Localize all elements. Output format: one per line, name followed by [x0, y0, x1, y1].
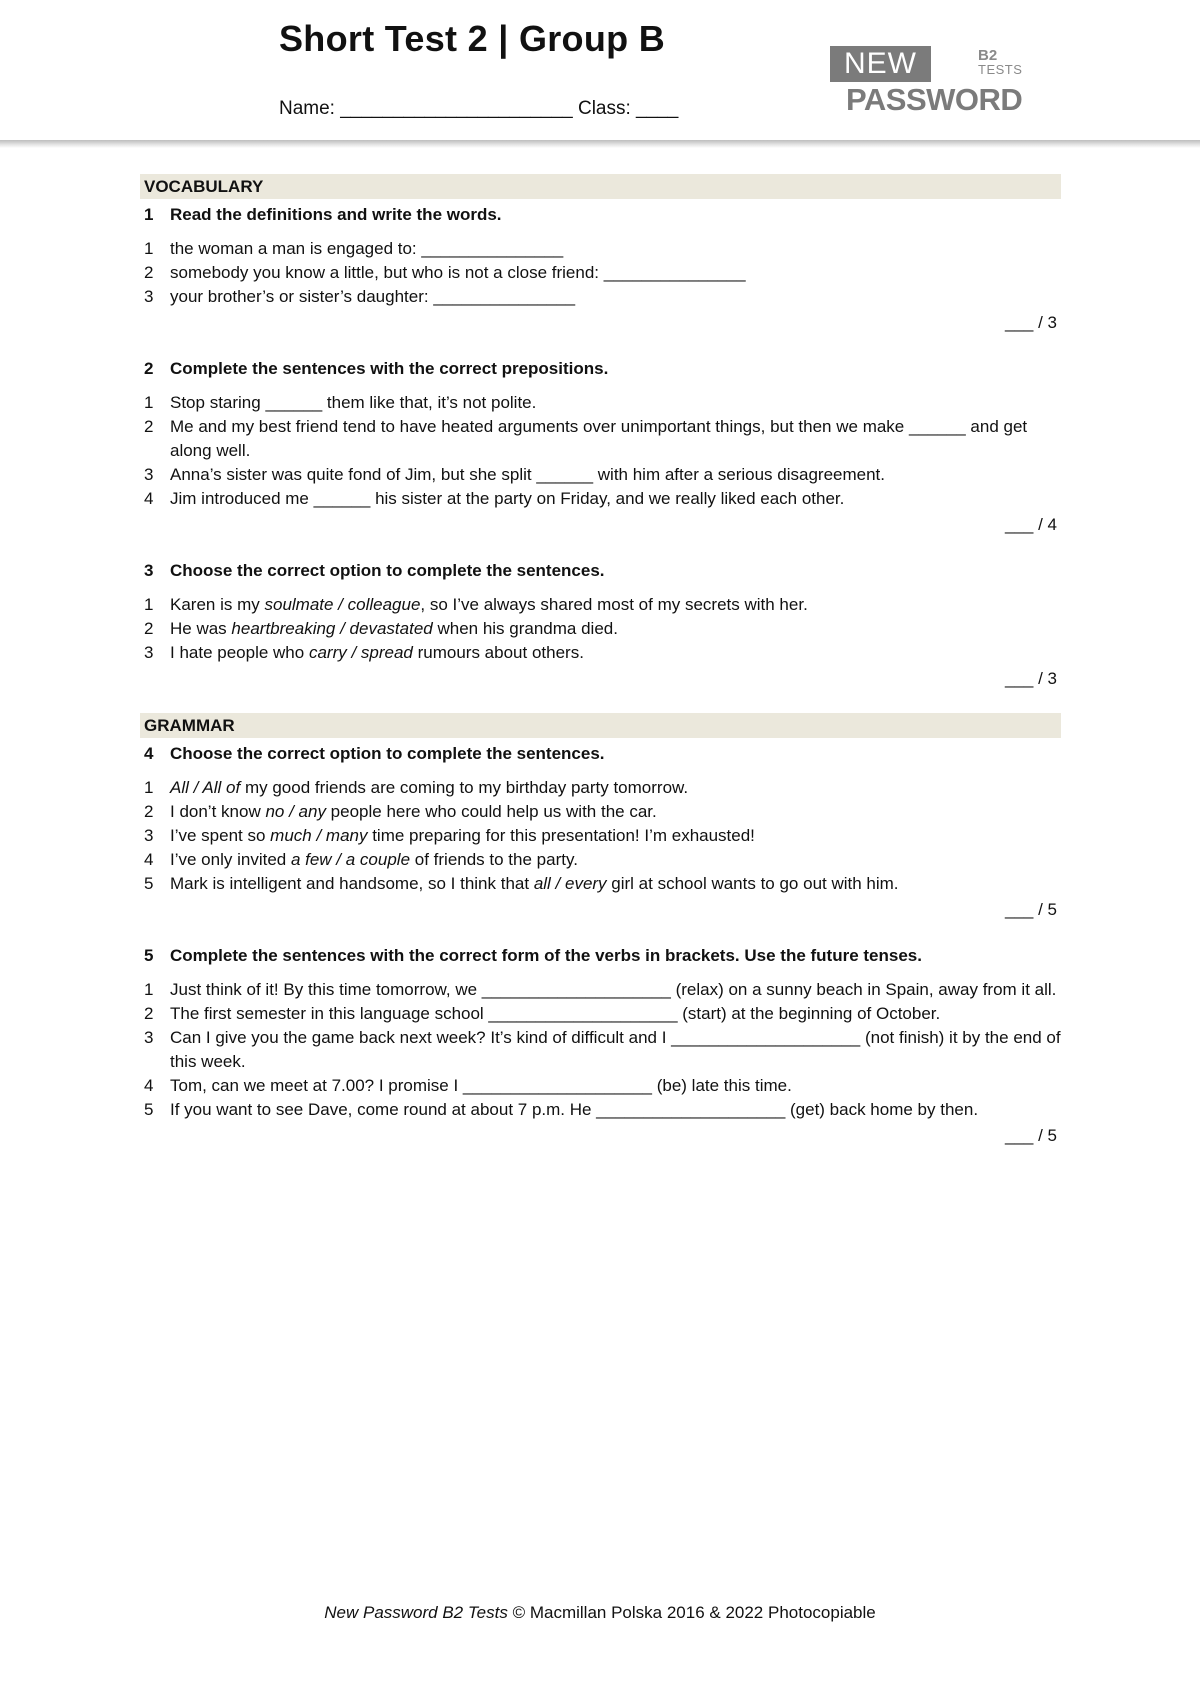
list-item: [140, 1026, 1061, 1074]
score-box: ___ / 3: [1005, 313, 1057, 332]
item-text: The first semester in this language school ____________________ (start) at the beginning of October.: [170, 1004, 941, 1023]
item-number: 2: [144, 417, 154, 436]
item-text: [170, 593, 1061, 617]
copyright-footer: [0, 1603, 1200, 1623]
item-number: 2: [144, 263, 154, 282]
instruction-text: Choose the correct option to complete the sentences.: [170, 744, 605, 763]
item-text: Stop staring ______ them like that, it’s not polite.: [170, 393, 537, 412]
task-3: [140, 559, 1061, 691]
item-number: 1: [144, 595, 154, 614]
text-after: time preparing for this presentation! I’m exhausted!: [367, 826, 755, 845]
item-text: Jim introduced me ______ his sister at the party on Friday, and we really liked each other.: [170, 489, 845, 508]
list-item: [140, 415, 1061, 463]
task-number: 5: [144, 946, 154, 965]
score-box: ___ / 3: [1005, 669, 1057, 688]
item-number: 3: [144, 287, 154, 306]
option-choices: no / any: [265, 802, 326, 821]
list-item: [140, 1098, 1061, 1122]
item-text: [170, 824, 1061, 848]
score-box: ___ / 5: [1005, 1126, 1057, 1145]
item-number: 3: [144, 1028, 154, 1047]
instruction-text: Read the definitions and write the words.: [170, 205, 502, 224]
list-item: [140, 872, 1061, 896]
list-item: [140, 593, 1061, 617]
task-number: 3: [144, 561, 154, 580]
list-item: [140, 1002, 1061, 1026]
item-number: 3: [144, 465, 154, 484]
option-choices: much / many: [270, 826, 368, 845]
task-5: [140, 944, 1061, 1148]
text-before: I’ve spent so: [170, 826, 271, 845]
option-choices: soulmate / colleague: [264, 595, 421, 614]
item-number: 4: [144, 1076, 154, 1095]
item-number: 2: [144, 619, 154, 638]
list-item: [140, 776, 1061, 800]
footer-book-title: New Password B2 Tests: [324, 1603, 508, 1622]
list-item: [140, 237, 1061, 261]
item-number: 5: [144, 874, 154, 893]
task-2: [140, 357, 1061, 537]
item-text: your brother’s or sister’s daughter: _______________: [170, 287, 576, 306]
item-number: 3: [144, 643, 154, 662]
text-after: of friends to the party.: [410, 850, 578, 869]
item-number: 2: [144, 802, 154, 821]
item-text: somebody you know a little, but who is not a close friend: _______________: [170, 263, 746, 282]
item-number: 4: [144, 850, 154, 869]
item-number: 5: [144, 1100, 154, 1119]
option-choices: a few / a couple: [290, 850, 411, 869]
list-item: [140, 285, 1061, 309]
item-number: 2: [144, 1004, 154, 1023]
item-text: [170, 800, 1061, 824]
list-item: [140, 463, 1061, 487]
item-text: [170, 641, 1061, 665]
instruction-text: Complete the sentences with the correct form of the verbs in brackets. Use the future tenses.: [170, 946, 922, 965]
item-text: [170, 872, 1061, 896]
task-number: 2: [144, 359, 154, 378]
task-1: [140, 203, 1061, 335]
footer-copyright-text: © Macmillan Polska 2016 & 2022 Photocopiable: [507, 1603, 876, 1622]
list-item: [140, 978, 1061, 1002]
list-item: [140, 1074, 1061, 1098]
text-after: rumours about others.: [412, 643, 584, 662]
new-password-logo: [830, 46, 1030, 116]
item-number: 1: [144, 393, 154, 412]
logo-word-b2: B2: [978, 47, 998, 64]
text-after: my good friends are coming to my birthday party tomorrow.: [240, 778, 689, 797]
text-after: girl at school wants to go out with him.: [606, 874, 899, 893]
text-after: , so I’ve always shared most of my secrets with her.: [420, 595, 808, 614]
item-text: [170, 617, 1061, 641]
task-instruction: [140, 742, 1061, 766]
instruction-text: Choose the correct option to complete the sentences.: [170, 561, 605, 580]
item-text: the woman a man is engaged to: _______________: [170, 239, 564, 258]
list-item: [140, 391, 1061, 415]
logo-word-new: NEW: [830, 46, 931, 82]
instruction-text: Complete the sentences with the correct prepositions.: [170, 359, 609, 378]
task-number: 4: [144, 744, 154, 763]
text-after: people here who could help us with the car.: [325, 802, 657, 821]
page-title: Short Test 2 | Group B: [279, 18, 666, 59]
item-number: 1: [144, 239, 154, 258]
list-item: [140, 617, 1061, 641]
option-choices: carry / spread: [308, 643, 413, 662]
item-text: Me and my best friend tend to have heated arguments over unimportant things, but then we make ______ and get along well.: [170, 417, 1028, 460]
list-item: [140, 800, 1061, 824]
task-instruction: [140, 357, 1061, 381]
text-before: Karen is my: [170, 595, 265, 614]
item-text: Anna’s sister was quite fond of Jim, but she split ______ with him after a serious disagreement.: [170, 465, 886, 484]
list-item: [140, 487, 1061, 511]
text-before: Mark is intelligent and handsome, so I think that: [170, 874, 534, 893]
task-instruction: [140, 559, 1061, 583]
item-text: If you want to see Dave, come round at about 7 p.m. He ____________________ (get) back home by then.: [170, 1100, 979, 1119]
header-divider: [0, 140, 1200, 148]
section-heading-grammar: GRAMMAR: [140, 713, 1061, 738]
task-instruction: [140, 203, 1061, 227]
item-text: [170, 848, 1061, 872]
option-choices: All / All of: [170, 778, 241, 797]
item-text: Just think of it! By this time tomorrow, we ____________________ (relax) on a sunny beach in Spain, away from it all.: [170, 980, 1057, 999]
item-text: Can I give you the game back next week? It’s kind of difficult and I ____________________ (not finish) it by the end of this week.: [170, 1028, 1061, 1071]
text-before: I’ve only invited: [170, 850, 291, 869]
logo-word-tests: TESTS: [978, 62, 1023, 77]
item-text: [170, 776, 1061, 800]
list-item: [140, 641, 1061, 665]
test-content: [140, 174, 1061, 1170]
list-item: [140, 848, 1061, 872]
section-heading-vocabulary: VOCABULARY: [140, 174, 1061, 199]
item-number: 1: [144, 778, 154, 797]
item-number: 3: [144, 826, 154, 845]
score-box: ___ / 4: [1005, 515, 1057, 534]
score-box: ___ / 5: [1005, 900, 1057, 919]
task-instruction: [140, 944, 1061, 968]
text-after: when his grandma died.: [432, 619, 618, 638]
logo-word-password: PASSWORD: [846, 82, 1023, 117]
item-number: 4: [144, 489, 154, 508]
text-before: I hate people who: [170, 643, 309, 662]
item-text: Tom, can we meet at 7.00? I promise I ____________________ (be) late this time.: [170, 1076, 792, 1095]
text-before: He was: [170, 619, 232, 638]
list-item: [140, 824, 1061, 848]
option-choices: heartbreaking / devastated: [231, 619, 433, 638]
task-4: [140, 742, 1061, 922]
task-number: 1: [144, 205, 154, 224]
item-number: 1: [144, 980, 154, 999]
text-before: I don’t know: [170, 802, 266, 821]
option-choices: all / every: [533, 874, 607, 893]
list-item: [140, 261, 1061, 285]
name-class-line: Name: ______________________ Class: ____: [279, 98, 679, 119]
